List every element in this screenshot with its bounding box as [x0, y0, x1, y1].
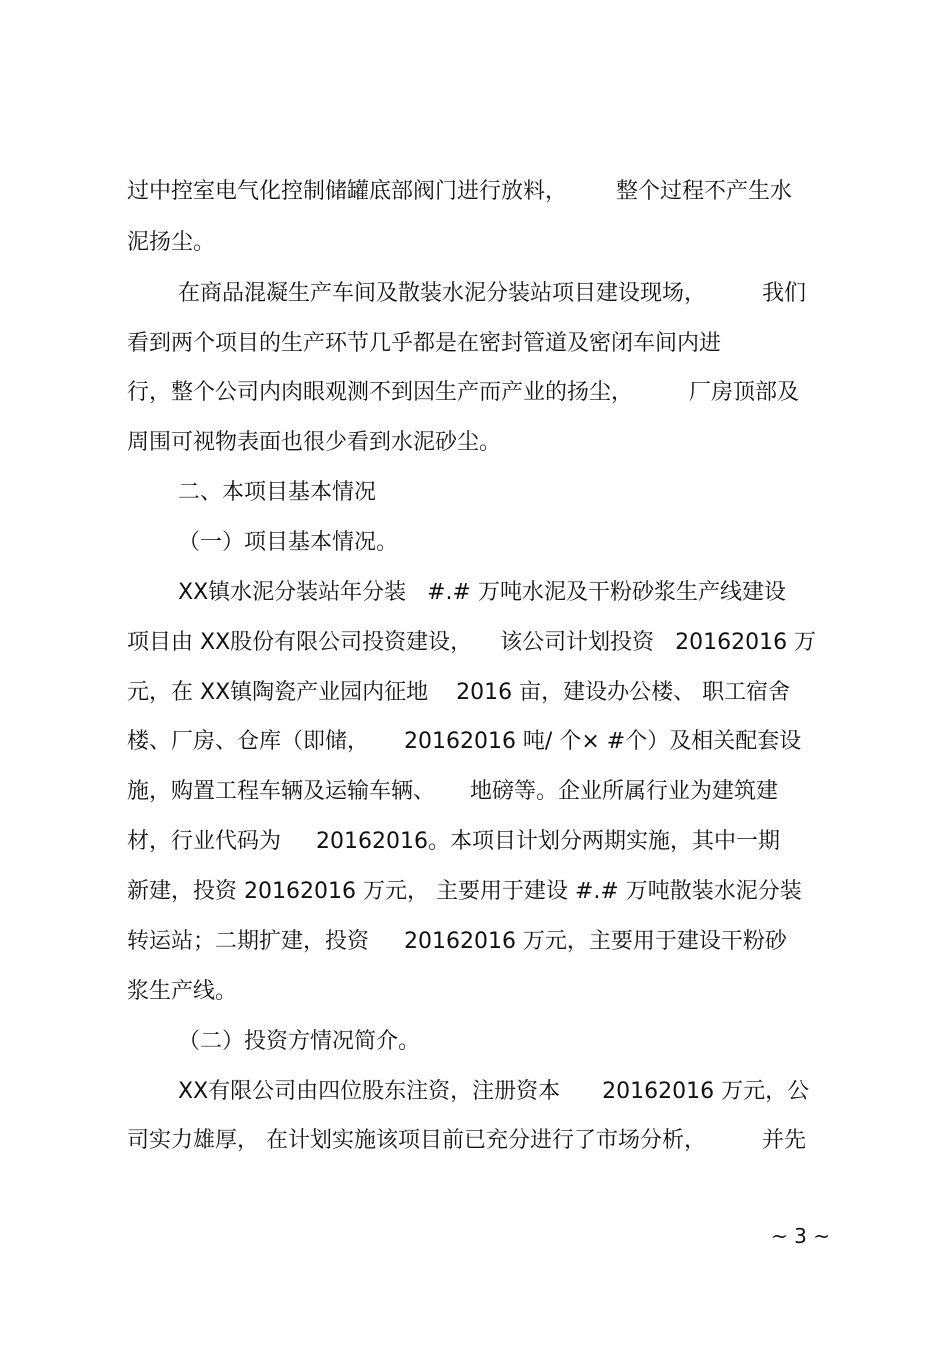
- text-line-14: 材，行业代码为 20162016。本项目计划分两期实施，其中一期: [127, 829, 780, 854]
- text-line-16: 转运站；二期扩建，投资 20162016 万元，主要用于建设干粉砂: [127, 929, 787, 954]
- text-line-13: 施，购置工程车辆及运输车辆、 地磅等。企业所属行业为建筑建: [127, 779, 778, 804]
- text-line-4: 看到两个项目的生产环节几乎都是在密封管道及密闭车间内进: [127, 331, 722, 356]
- text-line-6: 周围可视物表面也很少看到水泥砂尘。: [127, 430, 502, 455]
- text-line-1: 过中控室电气化控制储罐底部阀门进行放料， 整个过程不产生水: [127, 179, 792, 204]
- section-heading: 二、本项目基本情况: [178, 480, 377, 505]
- text-line-12: 楼、厂房、仓库（即储， 20162016 吨/ 个× #个）及相关配套设: [127, 729, 802, 754]
- text-line-17: 浆生产线。: [127, 979, 238, 1004]
- page-number: ~ 3 ~: [771, 1224, 830, 1248]
- text-line-15: 新建，投资 20162016 万元， 主要用于建设 #.# 万吨散装水泥分装: [127, 879, 802, 904]
- text-line-19: XX有限公司由四位股东注资，注册资本 20162016 万元，公: [178, 1079, 810, 1104]
- subsection-heading-1: （一）项目基本情况。: [178, 530, 399, 555]
- text-line-3: 在商品混凝生产车间及散装水泥分装站项目建设现场， 我们: [178, 281, 806, 306]
- text-line-2: 泥扬尘。: [127, 230, 216, 255]
- subsection-heading-2: （二）投资方情况简介。: [178, 1029, 421, 1054]
- text-line-10: 项目由 XX股份有限公司投资建设， 该公司计划投资 20162016 万: [127, 630, 817, 655]
- text-line-9: XX镇水泥分装站年分装 #.# 万吨水泥及干粉砂浆生产线建设: [178, 580, 786, 605]
- text-line-5: 行，整个公司内肉眼观测不到因生产而产业的扬尘， 厂房顶部及: [127, 380, 799, 405]
- text-line-20: 司实力雄厚， 在计划实施该项目前已充分进行了市场分析， 并先: [127, 1128, 806, 1153]
- text-line-11: 元，在 XX镇陶瓷产业园内征地 2016 亩，建设办公楼、 职工宿舍: [127, 680, 791, 705]
